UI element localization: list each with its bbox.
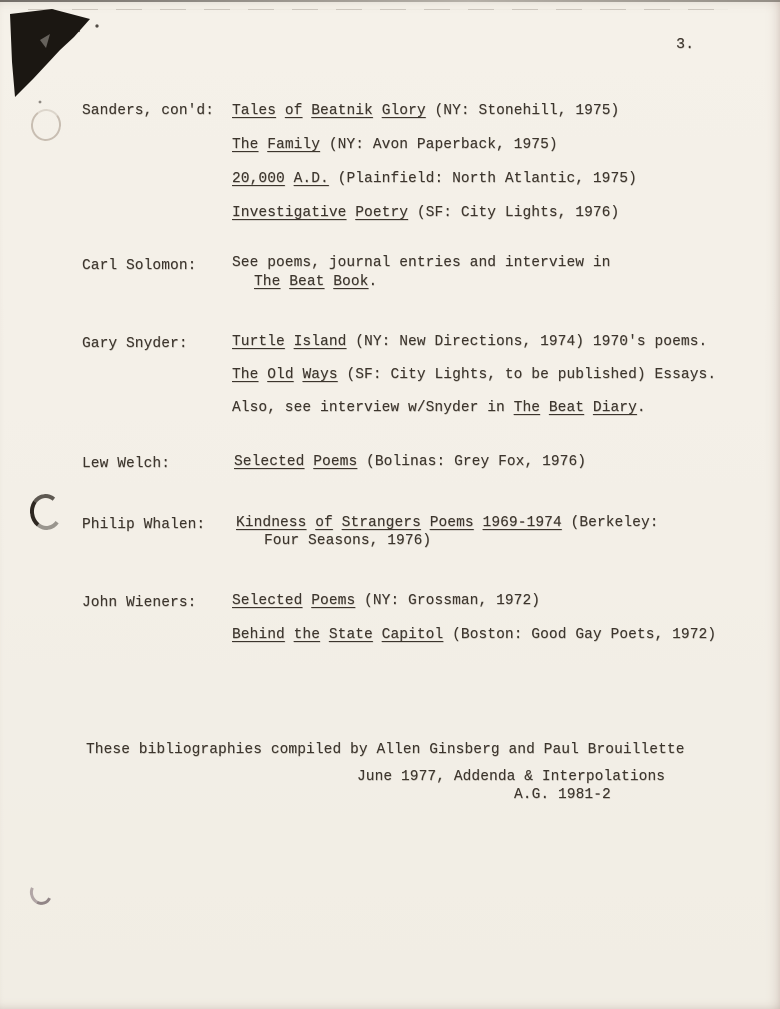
colophon-compilers: These bibliographies compiled by Allen Ginsberg and Paul Brouillette: [86, 742, 685, 758]
bibliography-line: The Old Ways (SF: City Lights, to be published) Essays.: [232, 367, 717, 383]
page-number: 3.: [676, 36, 695, 53]
entry-label-whalen: Philip Whalen:: [82, 517, 206, 533]
bibliography-line: Investigative Poetry (SF: City Lights, 1976): [232, 205, 620, 221]
bibliography-line: Selected Poems (NY: Grossman, 1972): [232, 593, 541, 609]
entry-label-wieners: John Wieners:: [82, 595, 197, 611]
bibliography-line: Selected Poems (Bolinas: Grey Fox, 1976): [234, 454, 587, 470]
hole-punch-crescent: [27, 878, 55, 908]
bibliography-line: Turtle Island (NY: New Directions, 1974) 1970's poems.: [232, 334, 708, 350]
entry-label-welch: Lew Welch:: [82, 456, 171, 472]
bibliography-line: Also, see interview w/Snyder in The Beat Diary.: [232, 400, 646, 416]
scan-smudge-line: [28, 9, 728, 10]
bibliography-line: Tales of Beatnik Glory (NY: Stonehill, 1975): [232, 103, 620, 119]
bibliography-line: The Beat Book.: [254, 274, 378, 290]
bibliography-line: 20,000 A.D. (Plainfield: North Atlantic, 1975): [232, 171, 637, 187]
bibliography-line: See poems, journal entries and interview in: [232, 255, 611, 271]
bibliography-line: Kindness of Strangers Poems 1969-1974 (Berkeley:: [236, 515, 659, 531]
entry-label-solomon: Carl Solomon:: [82, 258, 197, 274]
hole-punch-crescent: [28, 492, 65, 532]
bibliography-line: Four Seasons, 1976): [264, 533, 432, 549]
entry-label-sanders: Sanders, con'd:: [82, 103, 215, 119]
colophon-date: June 1977, Addenda & Interpolations: [357, 769, 666, 785]
photocopy-corner-mark-icon: [0, 0, 120, 120]
bibliography-line: Behind the State Capitol (Boston: Good Gay Poets, 1972): [232, 627, 717, 643]
colophon-initials: A.G. 1981-2: [514, 787, 611, 803]
entry-label-snyder: Gary Snyder:: [82, 336, 188, 352]
bibliography-line: The Family (NY: Avon Paperback, 1975): [232, 137, 558, 153]
